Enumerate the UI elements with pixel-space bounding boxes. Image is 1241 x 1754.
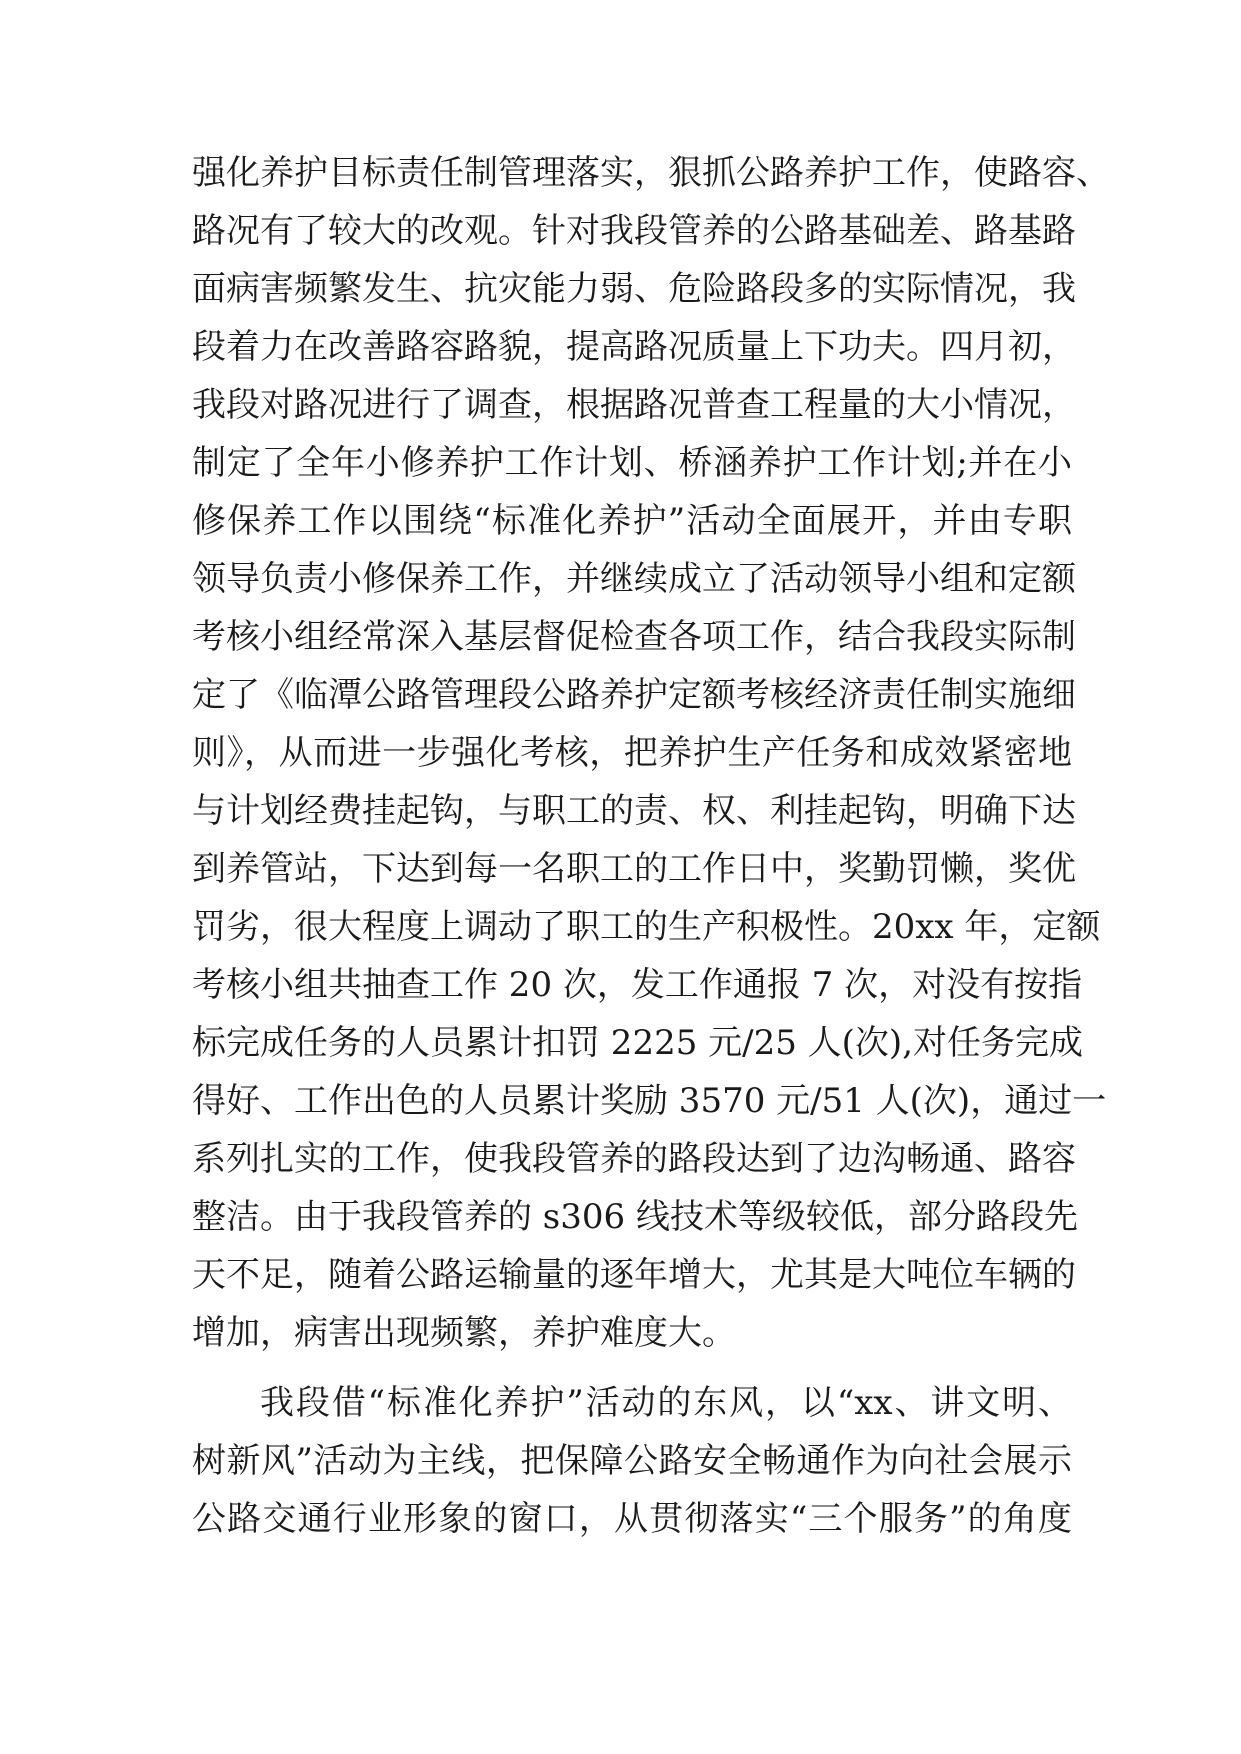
text-line: 系列扎实的工作，使我段管养的路段达到了边沟畅通、路容 [192,1139,1076,1179]
paragraph-1 [192,144,1110,1362]
text-line: 树新风”活动为主线，把保障公路安全畅通作为向社会展示 [192,1441,1072,1481]
text-line: 得好、工作出色的人员累计奖励 3570 元/51 人(次)，通过一 [192,1081,1107,1121]
text-line: 标完成任务的人员累计扣罚 2225 元/25 人(次),对任务完成 [192,1023,1084,1063]
text-line: 强化养护目标责任制管理落实，狠抓公路养护工作，使路容、 [192,153,1110,193]
text-line: 领导负责小修保养工作，并继续成立了活动领导小组和定额 [192,559,1076,599]
paragraph-2 [192,1374,1072,1548]
text-line: 公路交通行业形象的窗口，从贯彻落实“三个服务”的角度 [192,1499,1072,1539]
text-line: 整洁。由于我段管养的 s306 线技术等级较低，部分路段先 [192,1197,1078,1237]
text-line: 考核小组经常深入基层督促检查各项工作，结合我段实际制 [192,617,1076,657]
text-line: 定了《临潭公路管理段公路养护定额考核经济责任制实施细 [192,675,1076,715]
body-text [192,144,1110,1548]
paragraph-spacer [192,1362,1072,1374]
text-line: 制定了全年小修养护工作计划、桥涵养护工作计划;并在小 [192,443,1073,483]
text-line: 我段借“标准化养护”活动的东风，以“xx、讲文明、 [260,1383,1072,1423]
text-line: 与计划经费挂起钩，与职工的责、权、利挂起钩，明确下达 [192,791,1076,831]
text-line: 路况有了较大的改观。针对我段管养的公路基础差、路基路 [192,211,1076,251]
text-line: 到养管站，下达到每一名职工的工作日中，奖勤罚懒，奖优 [192,849,1076,889]
text-line: 修保养工作以围绕“标准化养护”活动全面展开，并由专职 [192,501,1072,541]
text-line: 增加，病害出现频繁，养护难度大。 [192,1313,736,1353]
text-line: 天不足，随着公路运输量的逐年增大，尤其是大吨位车辆的 [192,1255,1076,1295]
text-line: 面病害频繁发生、抗灾能力弱、危险路段多的实际情况，我 [192,269,1076,309]
text-line: 我段对路况进行了调查，根据路况普查工程量的大小情况， [192,385,1076,425]
text-line: 则》，从而进一步强化考核，把养护生产任务和成效紧密地 [192,733,1072,773]
text-line: 罚劣，很大程度上调动了职工的生产积极性。20xx 年，定额 [192,907,1101,947]
text-line: 段着力在改善路容路貌，提高路况质量上下功夫。四月初， [192,327,1076,367]
text-line: 考核小组共抽查工作 20 次，发工作通报 7 次，对没有按指 [192,965,1083,1005]
